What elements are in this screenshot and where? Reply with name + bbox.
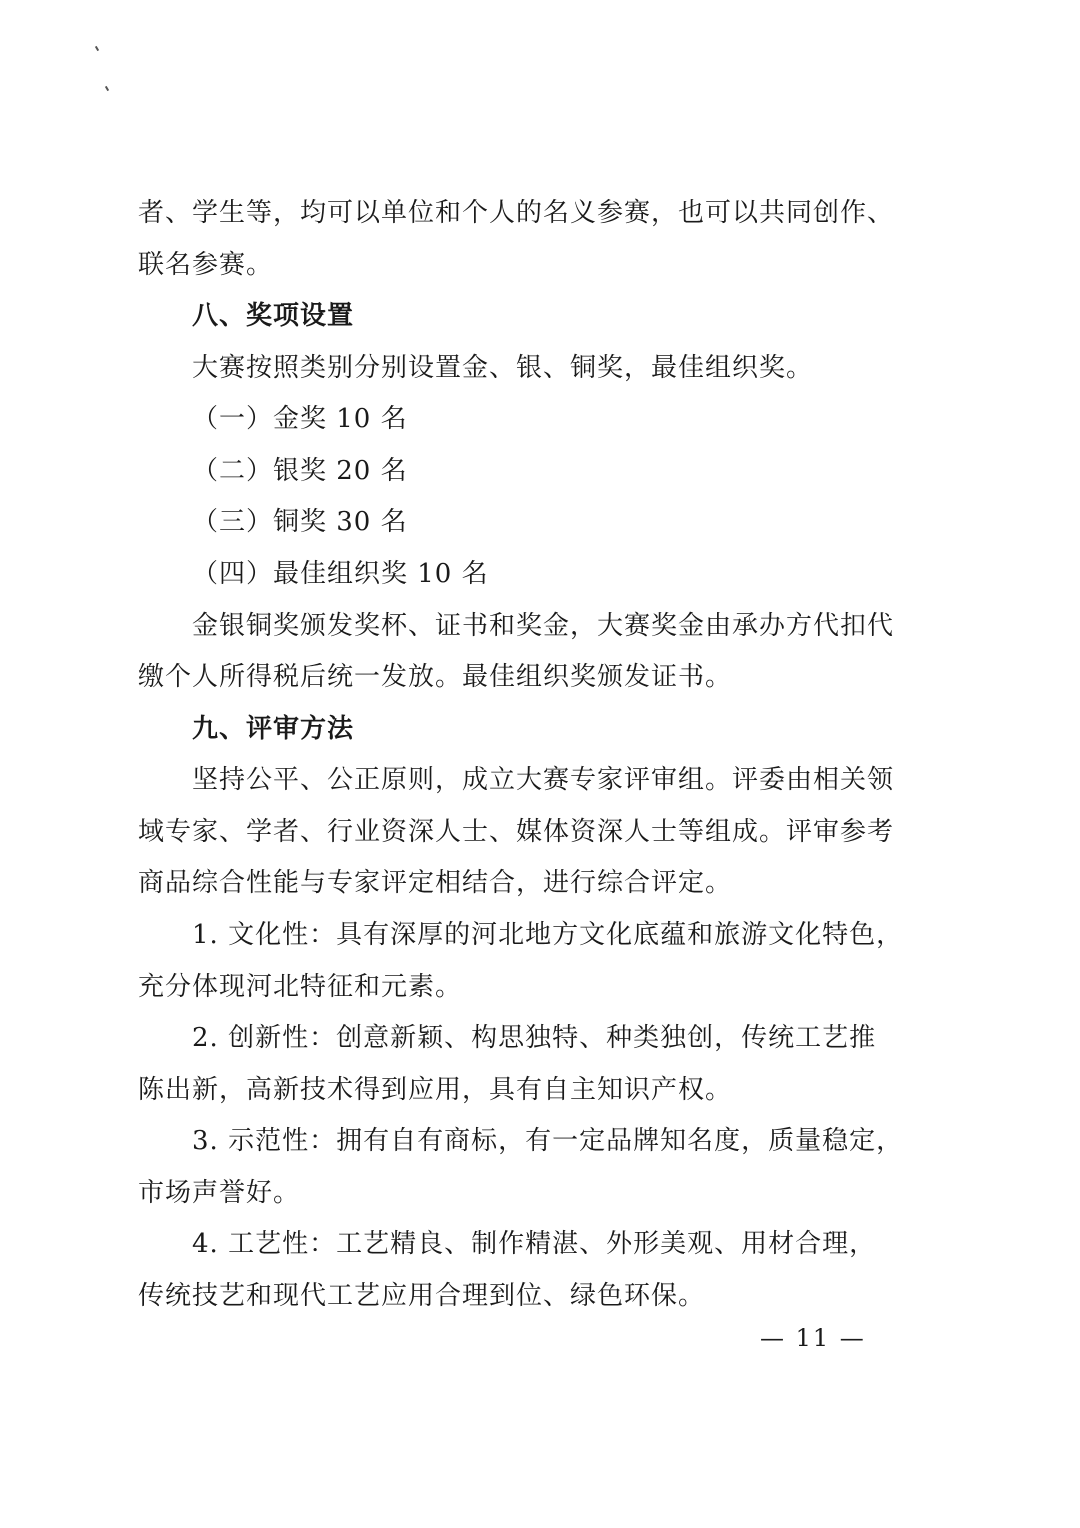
text-line: 坚持公平、公正原则，成立大赛专家评审组。评委由相关领 (192, 765, 895, 795)
text-line: 者、学生等，均可以单位和个人的名义参赛，也可以共同创作、 (138, 198, 895, 228)
text-line: 商品综合性能与专家评定相结合，进行综合评定。 (138, 868, 733, 898)
text-line: 陈出新，高新技术得到应用，具有自主知识产权。 (138, 1075, 733, 1105)
criterion-craftsmanship: 4. 工艺性：工艺精良、制作精湛、外形美观、用材合理， (192, 1229, 877, 1259)
award-item-organization: （四）最佳组织奖 10 名 (192, 559, 489, 589)
text-line: 域专家、学者、行业资深人士、媒体资深人士等组成。评审参考 (138, 817, 895, 847)
text-line: 缴个人所得税后统一发放。最佳组织奖颁发证书。 (138, 662, 733, 692)
text-line: 市场声誉好。 (138, 1178, 301, 1208)
scan-speck (95, 46, 99, 51)
award-item-gold: （一）金奖 10 名 (192, 404, 408, 434)
section-heading-awards: 八、奖项设置 (192, 301, 355, 331)
criterion-demonstration: 3. 示范性：拥有自有商标，有一定品牌知名度，质量稳定， (192, 1126, 904, 1156)
section-heading-review: 九、评审方法 (192, 714, 355, 744)
scan-speck (105, 86, 109, 91)
text-line: 传统技艺和现代工艺应用合理到位、绿色环保。 (138, 1281, 706, 1311)
text-line: 充分体现河北特征和元素。 (138, 972, 463, 1002)
award-item-silver: （二）银奖 20 名 (192, 456, 408, 486)
text-line: 联名参赛。 (138, 250, 274, 280)
criterion-culture: 1. 文化性：具有深厚的河北地方文化底蕴和旅游文化特色， (192, 920, 904, 950)
text-line: 金银铜奖颁发奖杯、证书和奖金，大赛奖金由承办方代扣代 (192, 611, 895, 641)
award-item-bronze: （三）铜奖 30 名 (192, 507, 408, 537)
criterion-innovation: 2. 创新性：创意新颖、构思独特、种类独创，传统工艺推 (192, 1023, 877, 1053)
page-number: — 11 — (760, 1324, 866, 1352)
text-line: 大赛按照类别分别设置金、银、铜奖，最佳组织奖。 (192, 353, 814, 383)
